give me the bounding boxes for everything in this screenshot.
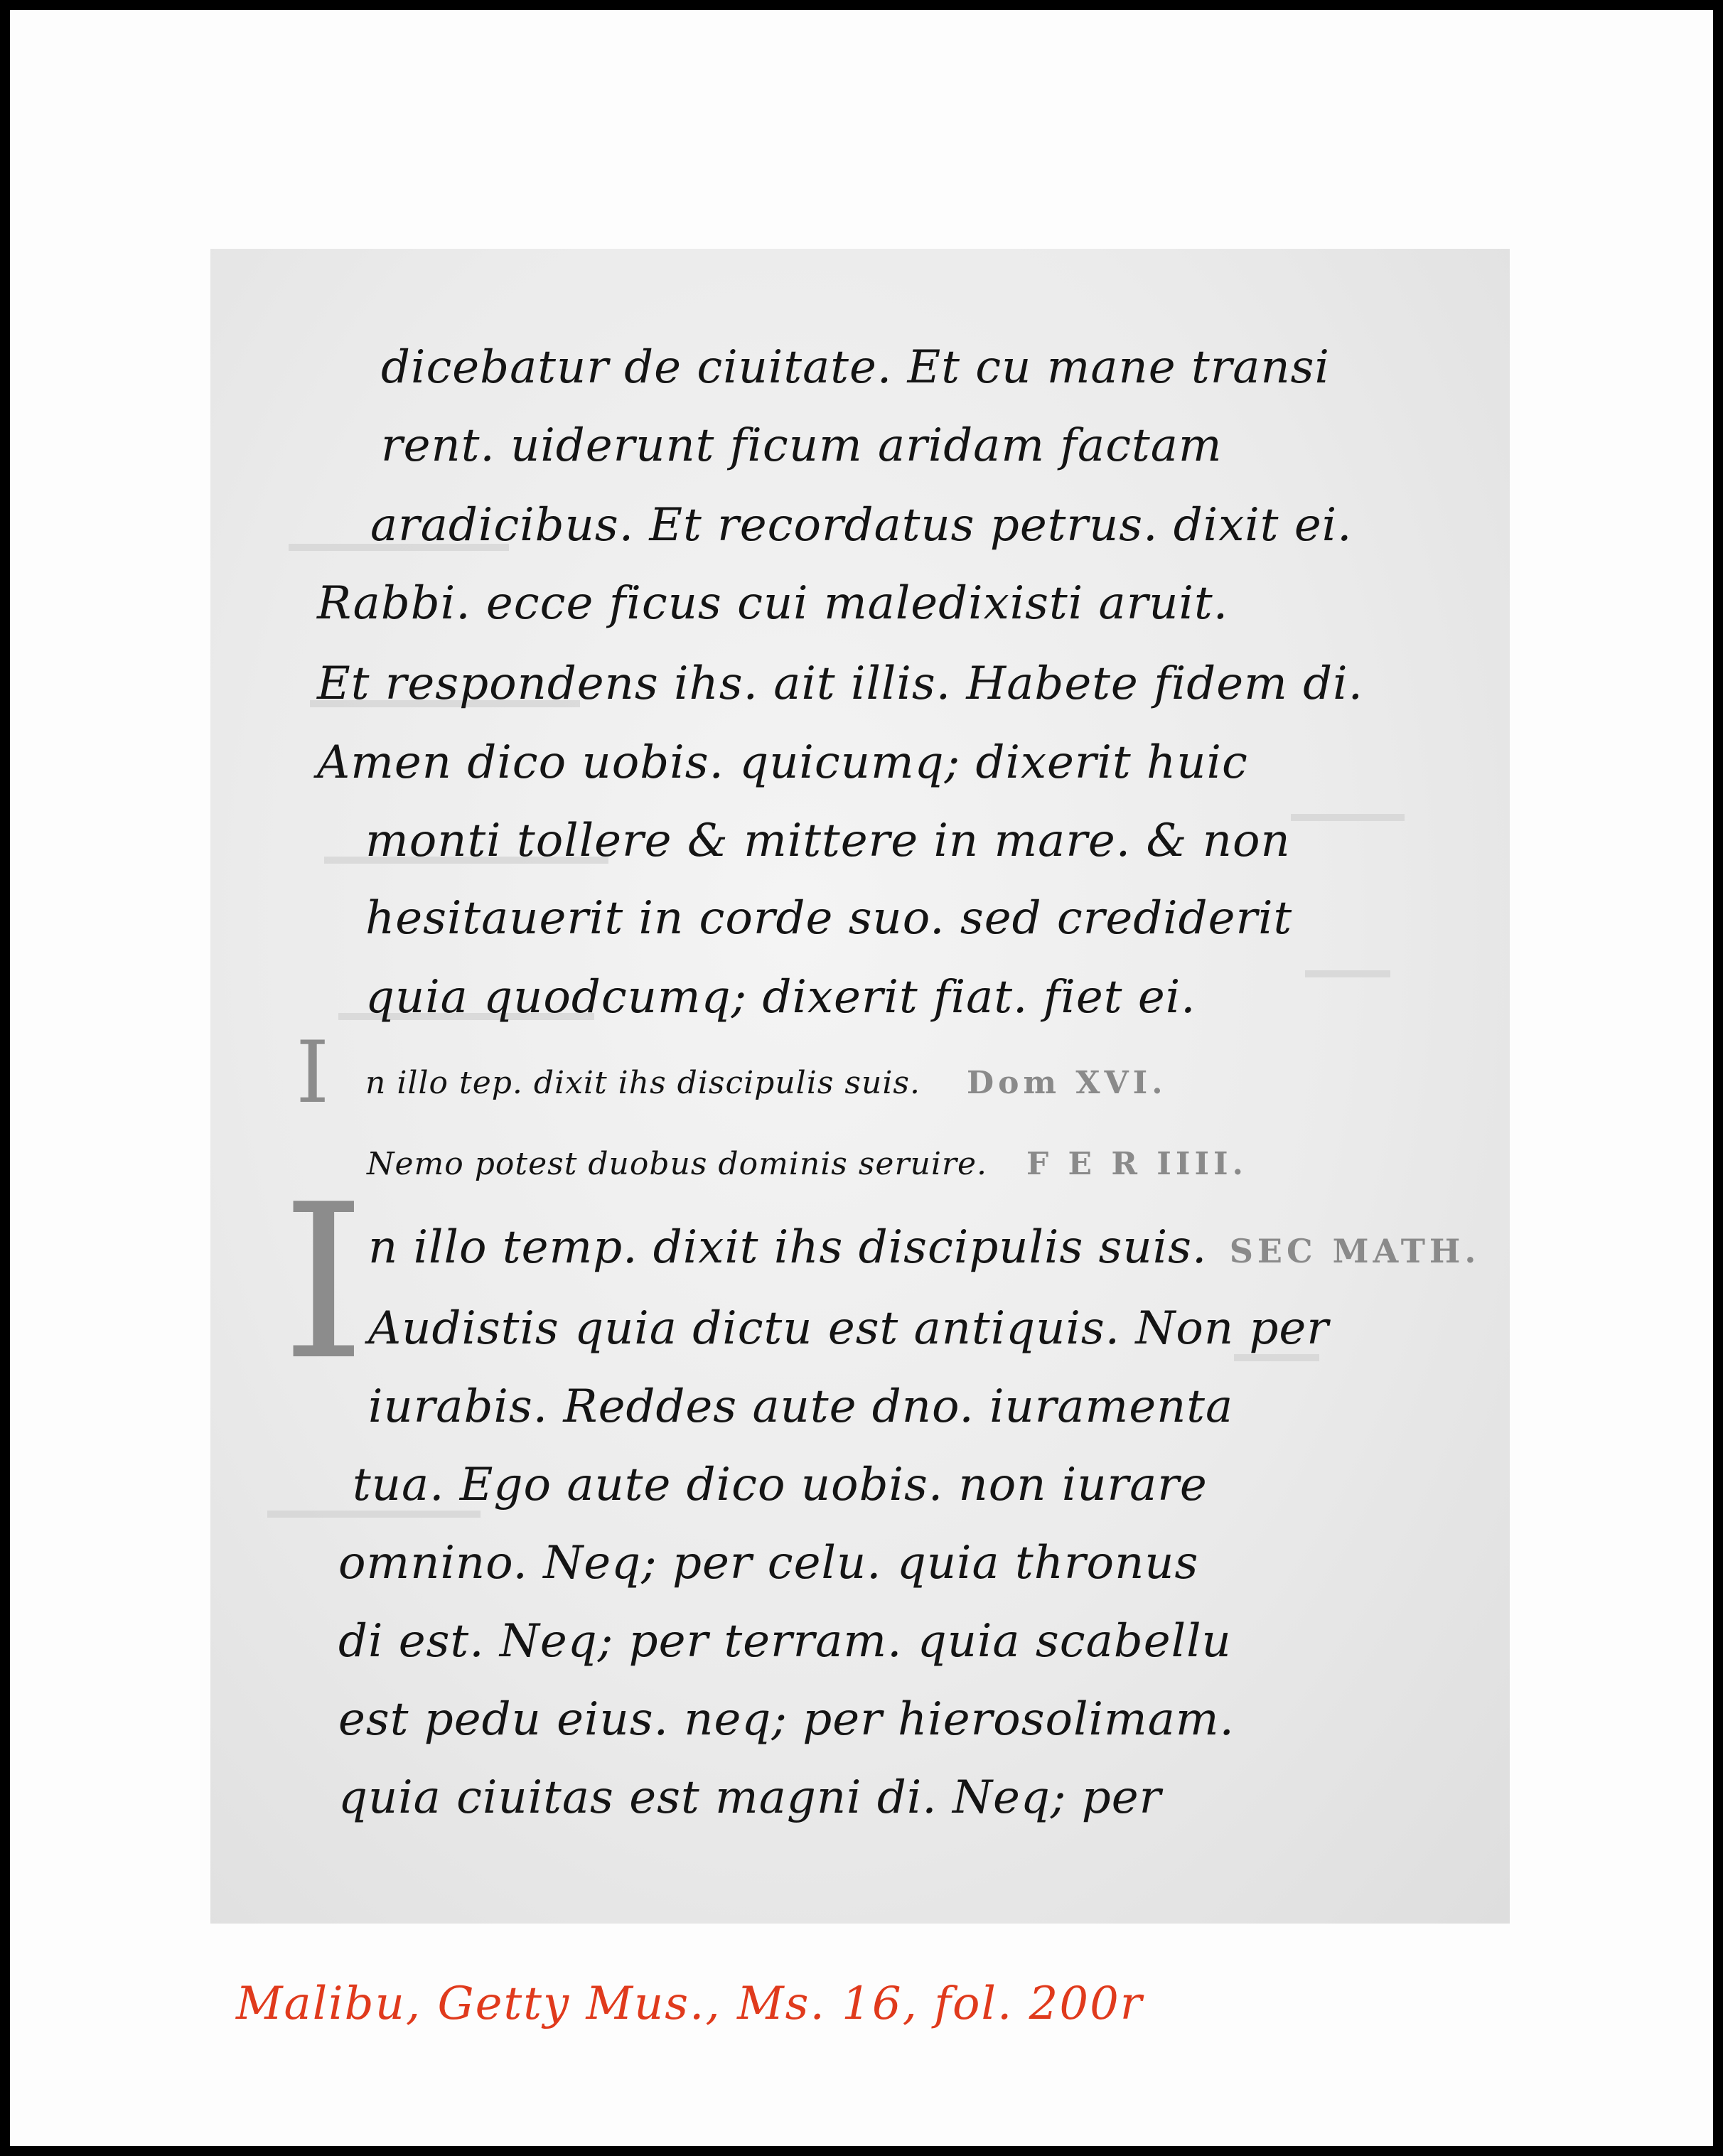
manuscript-line-6: Amen dico uobis. quicumq; dixerit huic	[317, 736, 1248, 789]
manuscript-line-7: monti tollere & mittere in mare. & non	[365, 815, 1291, 867]
manuscript-line-14: di est. Neq; per terram. quia scabellu	[338, 1615, 1232, 1668]
manuscript-line-2: rent. uiderunt ficum aridam factam	[381, 419, 1223, 472]
manuscript-line-1: dicebatur de ciuitate. Et cu mane transi	[381, 341, 1330, 394]
rubric-label-feria: F E R IIII.	[1026, 1146, 1247, 1182]
manuscript-line-15: est pedu eius. neq; per hierosolimam.	[338, 1693, 1235, 1746]
manuscript-line-3: aradicibus. Et recordatus petrus. dixit ei.	[370, 499, 1353, 552]
rubric-line-3-text: n illo temp. dixit ihs discipulis suis.	[368, 1221, 1208, 1274]
handwritten-caption: Malibu, Getty Mus., Ms. 16, fol. 200r	[236, 1978, 1144, 2030]
rubric-line-1-text: n illo tep. dixit ihs discipulis suis.	[365, 1065, 920, 1101]
rubric-line-2-text: Nemo potest duobus dominis seruire.	[367, 1146, 987, 1182]
rubric-label-sec-math: SEC MATH.	[1229, 1232, 1481, 1270]
manuscript-line-13: omnino. Neq; per celu. quia thronus	[338, 1537, 1199, 1589]
manuscript-line-12: tua. Ego aute dico uobis. non iurare	[353, 1459, 1208, 1511]
decorated-initial-2: I	[281, 1159, 366, 1407]
rubric-label-dom: Dom XVI.	[966, 1065, 1167, 1101]
manuscript-line-11: iurabis. Reddes aute dno. iuramenta	[368, 1380, 1234, 1433]
rubric-line-3	[368, 1221, 1480, 1274]
photo-mount	[10, 10, 1713, 2146]
manuscript-page-photo	[210, 249, 1510, 1924]
manuscript-line-4: Rabbi. ecce ficus cui maledixisti aruit.	[317, 577, 1229, 630]
rubric-line-2	[367, 1146, 1247, 1182]
rubric-line-1	[365, 1065, 1167, 1101]
manuscript-line-16: quia ciuitas est magni di. Neq; per	[338, 1771, 1162, 1824]
manuscript-line-9: quia quodcumq; dixerit fiat. fiet ei.	[365, 971, 1196, 1024]
manuscript-line-8: hesitauerit in corde suo. sed crediderit	[365, 892, 1293, 945]
manuscript-line-5: Et respondens ihs. ait illis. Habete fidem di.	[317, 658, 1363, 710]
decorated-initial-1: I	[296, 1024, 330, 1122]
manuscript-line-10: Audistis quia dictu est antiquis. Non per	[368, 1302, 1329, 1355]
